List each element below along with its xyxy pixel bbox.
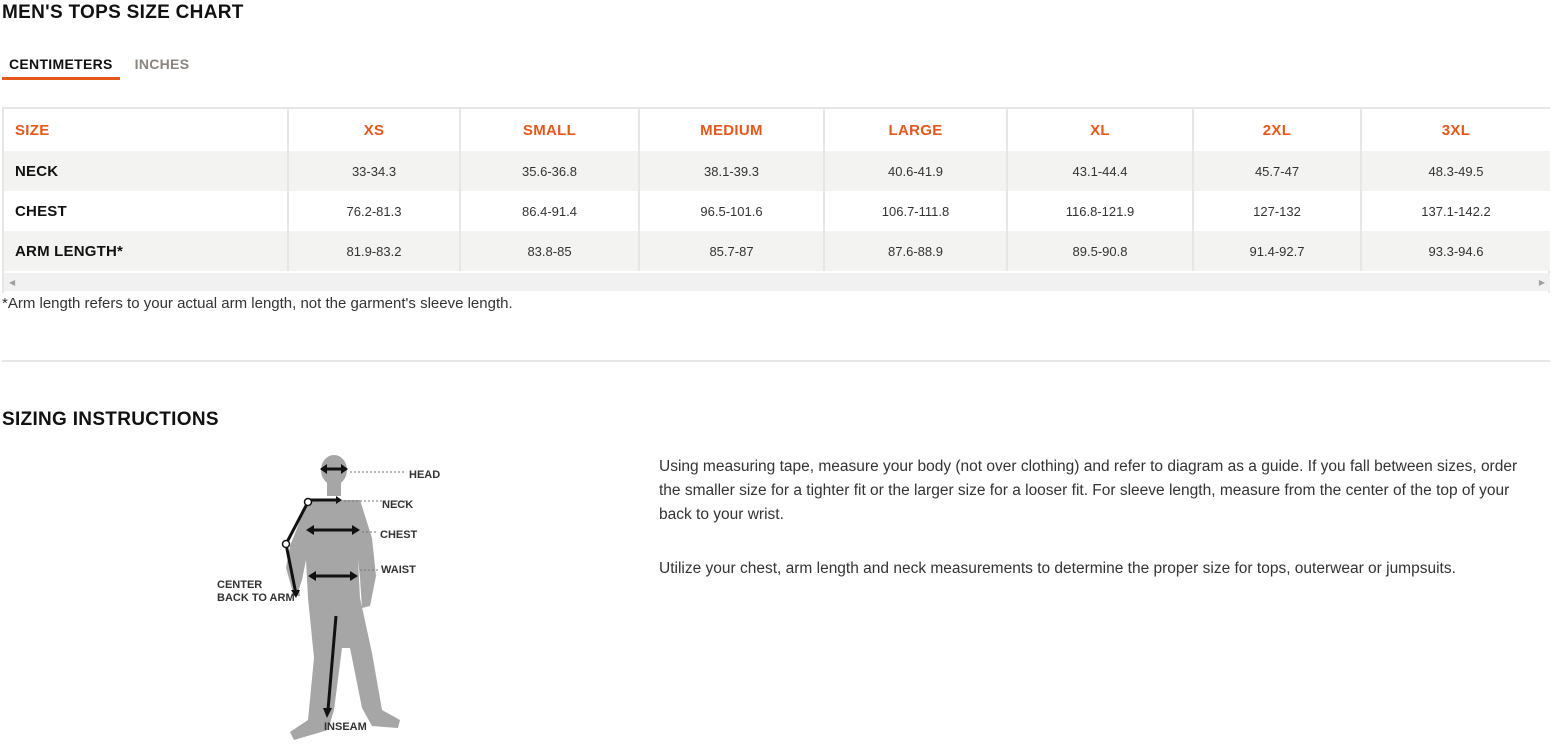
table-cell: 96.5-101.6 <box>639 191 824 231</box>
table-cell: 91.4-92.7 <box>1193 231 1361 271</box>
table-cell: 81.9-83.2 <box>288 231 460 271</box>
table-cell: 76.2-81.3 <box>288 191 460 231</box>
row-label: CHEST <box>4 191 288 231</box>
table-cell: 137.1-142.2 <box>1361 191 1550 231</box>
table-cell: 83.8-85 <box>460 231 639 271</box>
table-cell: 127-132 <box>1193 191 1361 231</box>
header-xs: XS <box>288 109 460 151</box>
header-small: SMALL <box>460 109 639 151</box>
arm-length-footnote: *Arm length refers to your actual arm length, not the garment's sleeve length. <box>2 295 513 312</box>
table-header-row <box>4 109 1550 151</box>
table-row-arm-length <box>4 231 1550 271</box>
unit-tabs <box>2 54 196 82</box>
table-cell: 35.6-36.8 <box>460 151 639 191</box>
table-cell: 86.4-91.4 <box>460 191 639 231</box>
table-cell: 93.3-94.6 <box>1361 231 1550 271</box>
table-cell: 116.8-121.9 <box>1007 191 1193 231</box>
table-cell: 85.7-87 <box>639 231 824 271</box>
horizontal-scrollbar[interactable] <box>4 273 1550 291</box>
table-cell: 89.5-90.8 <box>1007 231 1193 271</box>
header-medium: MEDIUM <box>639 109 824 151</box>
label-back-to-arm: BACK TO ARM <box>217 592 295 604</box>
label-waist: WAIST <box>381 564 416 576</box>
page-title: MEN'S TOPS SIZE CHART <box>2 2 244 23</box>
row-label: ARM LENGTH* <box>4 231 288 271</box>
sizing-instructions-title: SIZING INSTRUCTIONS <box>2 409 219 430</box>
row-label: NECK <box>4 151 288 191</box>
size-table <box>4 109 1550 271</box>
table-cell: 43.1-44.4 <box>1007 151 1193 191</box>
label-inseam: INSEAM <box>324 721 367 733</box>
table-row-chest <box>4 191 1550 231</box>
body-measurement-diagram <box>210 448 441 744</box>
instruction-paragraph: Utilize your chest, arm length and neck measurements to determine the proper size for tops, outerwear or jumpsuits. <box>659 560 1456 577</box>
sizing-instructions-text <box>659 455 1539 611</box>
size-table-container <box>2 107 1550 293</box>
label-head: HEAD <box>409 469 441 481</box>
header-large: LARGE <box>824 109 1007 151</box>
table-cell: 48.3-49.5 <box>1361 151 1550 191</box>
table-cell: 87.6-88.9 <box>824 231 1007 271</box>
label-chest: CHEST <box>380 529 418 541</box>
instruction-paragraph: Using measuring tape, measure your body (not over clothing) and refer to diagram as a guide. If you fall between sizes, order the smaller size for a tighter fit or the larger size for a looser fit. For sleeve length, measure from the center of the top of your back to your wrist. <box>659 458 1518 523</box>
tab-centimeters[interactable]: CENTIMETERS <box>2 54 120 80</box>
label-neck: NECK <box>382 499 414 511</box>
header-3xl: 3XL <box>1361 109 1550 151</box>
table-cell: 38.1-39.3 <box>639 151 824 191</box>
header-size: SIZE <box>4 109 288 151</box>
table-cell: 45.7-47 <box>1193 151 1361 191</box>
table-cell: 33-34.3 <box>288 151 460 191</box>
chevron-right-icon[interactable]: ▶ <box>1538 278 1545 287</box>
header-xl: XL <box>1007 109 1193 151</box>
section-divider <box>2 360 1550 362</box>
label-center: CENTER <box>217 579 263 591</box>
table-cell: 106.7-111.8 <box>824 191 1007 231</box>
chevron-left-icon[interactable]: ◀ <box>9 278 16 287</box>
body-silhouette-icon <box>210 448 441 744</box>
header-2xl: 2XL <box>1193 109 1361 151</box>
tab-inches[interactable]: INCHES <box>134 56 190 72</box>
table-cell: 40.6-41.9 <box>824 151 1007 191</box>
table-row-neck <box>4 151 1550 191</box>
